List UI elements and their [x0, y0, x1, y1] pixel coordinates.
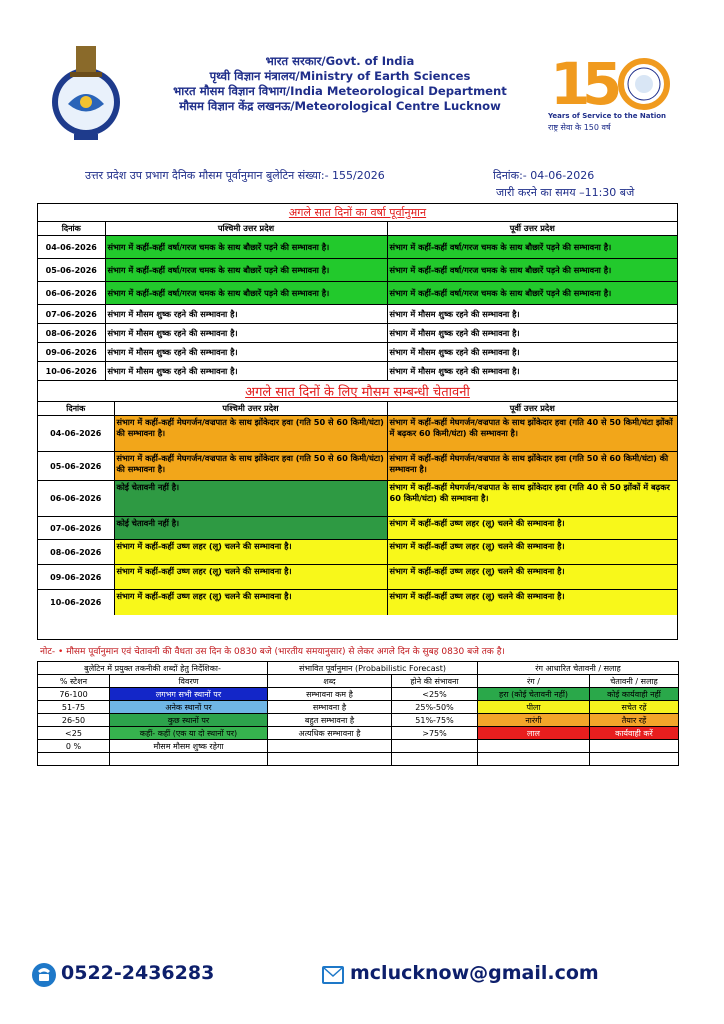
- rain-east: संभाग में कहीं-कहीं वर्षा/गरज चमक के साथ बौछारें पड़ने की सम्भावना है।: [387, 259, 677, 282]
- warning-west: संभाग में कहीं-कहीं उष्ण लहर (लू) चलने की सम्भावना है।: [114, 565, 387, 590]
- warn-col-date: दिनांक: [38, 402, 114, 416]
- legend-sub-desc: विवरण: [110, 675, 268, 688]
- warning-west: कोई चेतावनी नहीं है।: [114, 481, 387, 517]
- rain-date: 09-06-2026: [38, 343, 105, 362]
- legend-chance: 25%-50%: [392, 701, 478, 714]
- warning-heading: अगले सात दिनों के लिए मौसम सम्बन्धी चेतावनी: [245, 385, 470, 400]
- warning-row: [38, 481, 677, 517]
- logo-tagline-hindi: राष्ट्र सेवा के 150 वर्ष: [548, 123, 611, 132]
- note-text: मौसम पूर्वानुमान एवं चेतावनी की वैधता उस दिन के 0830 बजे (भारतीय समयानुसार) से लेकर अगले दिन के सुबह 0830 बजे तक है।: [66, 647, 505, 657]
- legend-advice: सचेत रहें: [590, 701, 679, 714]
- warning-east: संभाग में कहीं-कहीं मेघगर्जन/वज्रपात के साथ झोंकेदार हवा (गति 40 से 50 किमी/घंटा झोंकों में बढ़कर 60 किमी/घंटा) की सम्भावना है।: [387, 416, 677, 452]
- rain-date: 08-06-2026: [38, 324, 105, 343]
- rain-date: 04-06-2026: [38, 236, 105, 259]
- warning-east: संभाग में कहीं-कहीं मेघगर्जन/वज्रपात के साथ झोंकेदार हवा (गति 40 से 50 झोंकों में बढ़कर 60 किमी/घंटा) की सम्भावना है।: [387, 481, 677, 517]
- rain-west: संभाग में कहीं-कहीं वर्षा/गरज चमक के साथ बौछारें पड़ने की सम्भावना है।: [105, 259, 387, 282]
- rain-forecast-table: [38, 204, 677, 381]
- warning-east: संभाग में कहीं-कहीं उष्ण लहर (लू) चलने की सम्भावना है।: [387, 540, 677, 565]
- warning-row: [38, 452, 677, 481]
- rain-east: संभाग में मौसम शुष्क रहने की सम्भावना है।: [387, 324, 677, 343]
- legend-word: बहुत सम्भावना है: [268, 714, 392, 727]
- logo-tagline: Years of Service to the Nation: [548, 112, 667, 120]
- warning-date: 04-06-2026: [38, 416, 114, 452]
- warning-date: 09-06-2026: [38, 565, 114, 590]
- warning-east: संभाग में कहीं-कहीं उष्ण लहर (लू) चलने की सम्भावना है।: [387, 517, 677, 540]
- bulletin-date: दिनांक:- 04-06-2026: [493, 169, 595, 182]
- note-label: नोट-: [40, 647, 56, 657]
- note-bullet: •: [58, 647, 64, 657]
- issue-time: जारी करने का समय –11:30 बजे: [496, 186, 635, 199]
- rain-date: 10-06-2026: [38, 362, 105, 381]
- legend-color-heading: रंग आधारित चेतावनी / सलाह: [478, 662, 679, 675]
- legend-desc: मौसम मौसम शुष्क रहेगा: [110, 740, 268, 753]
- logo-150-graphic: [548, 48, 672, 112]
- legend-color: पीला: [478, 701, 590, 714]
- rain-col-east: पूर्वी उत्तर प्रदेश: [387, 222, 677, 236]
- legend-advice: तैयार रहें: [590, 714, 679, 727]
- rain-west: संभाग में कहीं-कहीं वर्षा/गरज चमक के साथ बौछारें पड़ने की सम्भावना है।: [105, 236, 387, 259]
- warning-east: संभाग में कहीं-कहीं उष्ण लहर (लू) चलने की सम्भावना है।: [387, 590, 677, 615]
- svg-text:1: 1: [550, 50, 591, 112]
- rain-col-date: दिनांक: [38, 222, 105, 236]
- rain-east: संभाग में मौसम शुष्क रहने की सम्भावना है।: [387, 343, 677, 362]
- legend-chance: >75%: [392, 727, 478, 740]
- legend-sub-advice: चेतावनी / सलाह: [590, 675, 679, 688]
- rain-forecast-heading: अगले सात दिनों का वर्षा पूर्वानुमान: [288, 206, 427, 219]
- rain-row: [38, 282, 677, 305]
- legend-row: [38, 701, 679, 714]
- warning-east: संभाग में कहीं-कहीं मेघगर्जन/वज्रपात के साथ झोंकेदार हवा (गति 50 से 60 किमी/घंटा) की सम्भावना है।: [387, 452, 677, 481]
- legend-chance: [392, 740, 478, 753]
- rain-row: [38, 259, 677, 282]
- legend-color: हरा (कोई चेतावनी नहीं): [478, 688, 590, 701]
- warning-row: [38, 540, 677, 565]
- phone-icon: [31, 962, 57, 988]
- rain-east: संभाग में मौसम शुष्क रहने की सम्भावना है।: [387, 362, 677, 381]
- legend-color: नारंगी: [478, 714, 590, 727]
- legend-pct: 51-75: [38, 701, 110, 714]
- warning-west: संभाग में कहीं-कहीं उष्ण लहर (लू) चलने की सम्भावना है।: [114, 590, 387, 615]
- rain-west: संभाग में मौसम शुष्क रहने की सम्भावना है।: [105, 343, 387, 362]
- rain-east: संभाग में मौसम शुष्क रहने की सम्भावना है।: [387, 305, 677, 324]
- legend-pct: <25: [38, 727, 110, 740]
- legend-desc: कहीं- कहीं (एक या दो स्थानों पर): [110, 727, 268, 740]
- warning-row: [38, 565, 677, 590]
- legend-pct: 26-50: [38, 714, 110, 727]
- rain-col-west: पश्चिमी उत्तर प्रदेश: [105, 222, 387, 236]
- svg-text:5: 5: [582, 50, 623, 112]
- rain-row: [38, 236, 677, 259]
- legend-sub-chance: होने की संभावना: [392, 675, 478, 688]
- legend-chance: <25%: [392, 688, 478, 701]
- warning-table: [38, 381, 677, 615]
- legend-row: [38, 727, 679, 740]
- warning-date: 05-06-2026: [38, 452, 114, 481]
- warn-col-east: पूर्वी उत्तर प्रदेश: [387, 402, 677, 416]
- header-govt: भारत सरकार/Govt. of India: [265, 54, 415, 68]
- warning-row: [38, 517, 677, 540]
- legend-color: लाल: [478, 727, 590, 740]
- imd-emblem-logo: [40, 44, 132, 142]
- legend-advice: [590, 740, 679, 753]
- warning-row: [38, 416, 677, 452]
- legend-table: [37, 661, 679, 766]
- rain-east: संभाग में कहीं-कहीं वर्षा/गरज चमक के साथ बौछारें पड़ने की सम्भावना है।: [387, 236, 677, 259]
- header-ministry: पृथ्वी विज्ञान मंत्रालय/Ministry of Earth Sciences: [209, 69, 471, 83]
- rain-row: [38, 343, 677, 362]
- forecast-box: [37, 203, 678, 640]
- legend-advice: कोई कार्यवाही नहीं: [590, 688, 679, 701]
- legend-sub-word: शब्द: [268, 675, 392, 688]
- legend-color: [478, 740, 590, 753]
- rain-row: [38, 324, 677, 343]
- logo-150-years: [548, 48, 672, 144]
- legend-desc: कुछ स्थानों पर: [110, 714, 268, 727]
- warning-west: संभाग में कहीं-कहीं उष्ण लहर (लू) चलने की सम्भावना है।: [114, 540, 387, 565]
- legend-word: [268, 740, 392, 753]
- warning-date: 06-06-2026: [38, 481, 114, 517]
- legend-row-blank: [38, 753, 679, 766]
- header-centre: मौसम विज्ञान केंद्र लखनऊ/Meteorological Centre Lucknow: [179, 99, 501, 113]
- rain-west: संभाग में मौसम शुष्क रहने की सम्भावना है।: [105, 362, 387, 381]
- warning-date: 07-06-2026: [38, 517, 114, 540]
- header-titles: [140, 54, 540, 114]
- warning-east: संभाग में कहीं-कहीं उष्ण लहर (लू) चलने की सम्भावना है।: [387, 565, 677, 590]
- legend-prob-heading: संभावित पूर्वानुमान (Probabilistic Forecast): [268, 662, 478, 675]
- email-icon: [320, 962, 346, 988]
- legend-desc: अनेक स्थानों पर: [110, 701, 268, 714]
- warning-west: कोई चेतावनी नहीं है।: [114, 517, 387, 540]
- validity-note: [40, 644, 505, 657]
- legend-terms-heading: बुलेटिन में प्रयुक्त तकनीकी शब्दों हेतु निर्देशिका-: [38, 662, 268, 675]
- footer-phone-number: 0522-2436283: [61, 962, 215, 984]
- rain-west: संभाग में कहीं-कहीं वर्षा/गरज चमक के साथ बौछारें पड़ने की सम्भावना है।: [105, 282, 387, 305]
- rain-date: 06-06-2026: [38, 282, 105, 305]
- legend-pct: 0 %: [38, 740, 110, 753]
- warning-date: 10-06-2026: [38, 590, 114, 615]
- legend-row: [38, 714, 679, 727]
- rain-east: संभाग में कहीं-कहीं वर्षा/गरज चमक के साथ बौछारें पड़ने की सम्भावना है।: [387, 282, 677, 305]
- rain-row: [38, 305, 677, 324]
- bulletin-title: उत्तर प्रदेश उप प्रभाग दैनिक मौसम पूर्वानुमान बुलेटिन संख्या:- 155/2026: [85, 169, 385, 182]
- legend-sub-color: रंग /: [478, 675, 590, 688]
- legend-row: [38, 688, 679, 701]
- rain-west: संभाग में मौसम शुष्क रहने की सम्भावना है।: [105, 324, 387, 343]
- footer-phone: [31, 962, 214, 984]
- warning-row: [38, 590, 677, 615]
- legend-chance: 51%-75%: [392, 714, 478, 727]
- warning-west: संभाग में कहीं-कहीं मेघगर्जन/वज्रपात के साथ झोंकेदार हवा (गति 50 से 60 किमी/घंटा) की सम्भावना है।: [114, 452, 387, 481]
- footer-email-address: mclucknow@gmail.com: [350, 962, 599, 984]
- rain-date: 05-06-2026: [38, 259, 105, 282]
- legend-row: [38, 740, 679, 753]
- rain-date: 07-06-2026: [38, 305, 105, 324]
- footer-email: [320, 962, 599, 984]
- legend-desc: लगभग सभी स्थानों पर: [110, 688, 268, 701]
- legend-sub-station: % स्टेशन: [38, 675, 110, 688]
- legend-word: सम्भावना है: [268, 701, 392, 714]
- legend-word: सम्भावना कम है: [268, 688, 392, 701]
- rain-row: [38, 362, 677, 381]
- rain-west: संभाग में मौसम शुष्क रहने की सम्भावना है।: [105, 305, 387, 324]
- legend-word: अत्यधिक सम्भावना है: [268, 727, 392, 740]
- header-imd: भारत मौसम विज्ञान विभाग/India Meteorological Department: [173, 84, 507, 98]
- warning-date: 08-06-2026: [38, 540, 114, 565]
- legend-advice: कार्यवाही करें: [590, 727, 679, 740]
- warning-west: संभाग में कहीं-कहीं मेघगर्जन/वज्रपात के साथ झोंकेदार हवा (गति 50 से 60 किमी/घंटा) की सम्भावना है।: [114, 416, 387, 452]
- legend-pct: 76-100: [38, 688, 110, 701]
- warn-col-west: पश्चिमी उत्तर प्रदेश: [114, 402, 387, 416]
